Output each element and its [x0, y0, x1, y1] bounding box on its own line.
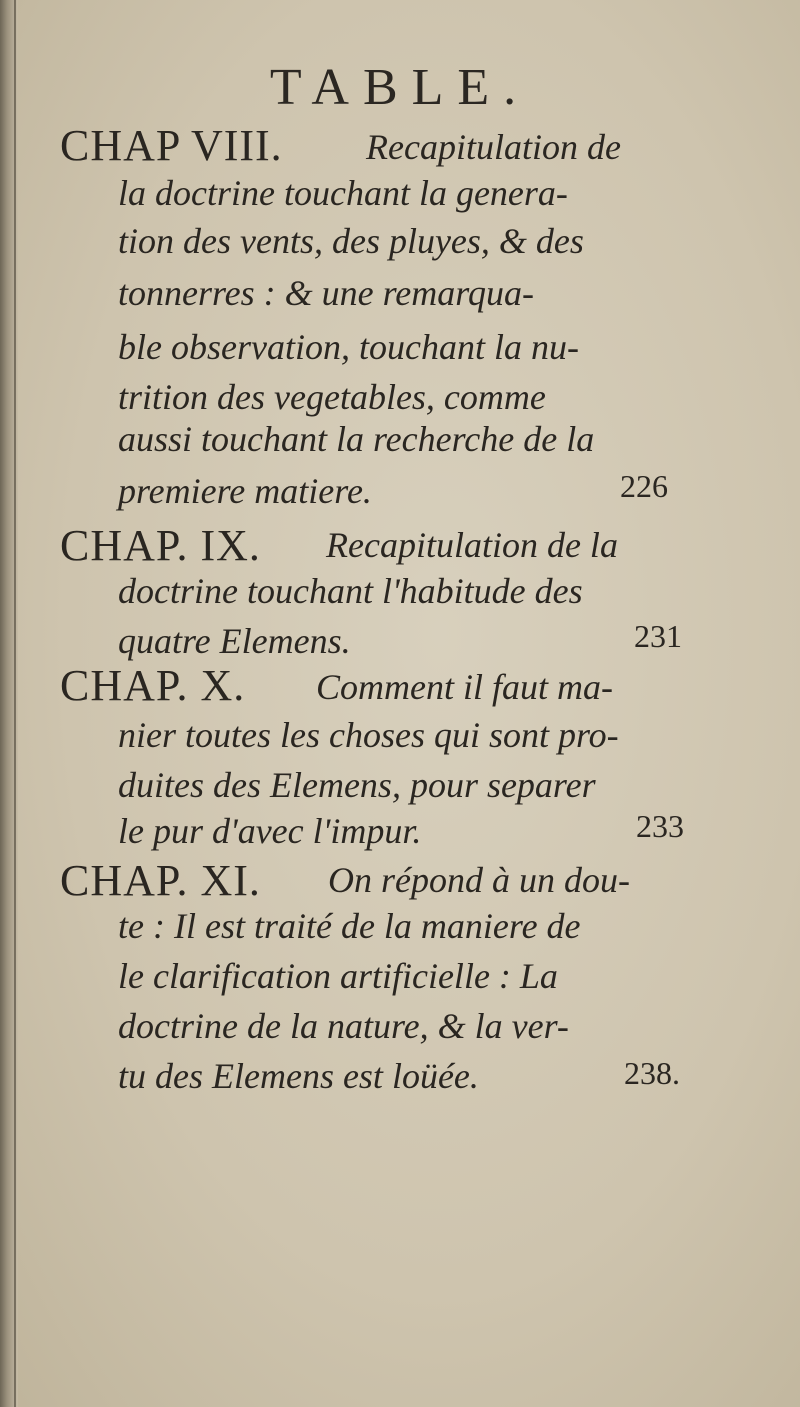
chapter-heading: CHAP. XI.: [60, 856, 261, 905]
entry-line: Recapitulation de: [366, 127, 621, 167]
chapter-heading: CHAP. IX.: [60, 521, 261, 570]
entry-line: le pur d'avec l'impur.: [118, 811, 422, 851]
chapter-heading: CHAP VIII.: [60, 121, 283, 170]
page-number: 238.: [624, 1055, 680, 1091]
toc-entry-chap-11: [58, 855, 708, 1115]
entry-line: trition des vegetables, comme: [118, 377, 546, 417]
entry-line: On répond à un dou-: [328, 860, 630, 900]
entry-line: Recapitulation de la: [326, 525, 618, 565]
entry-line: premiere matiere.: [118, 471, 372, 511]
entry-line: le clarification artificielle : La: [118, 956, 558, 996]
entry-line: la doctrine touchant la genera-: [118, 173, 568, 213]
entry-line: tion des vents, des pluyes, & des: [118, 221, 584, 261]
entry-line: doctrine touchant l'habitude des: [118, 571, 583, 611]
entry-line: tu des Elemens est loüée.: [118, 1056, 479, 1096]
entry-line: quatre Elemens.: [118, 621, 351, 661]
gutter-line: [14, 0, 16, 1407]
entry-line: nier toutes les choses qui sont pro-: [118, 715, 619, 755]
page-number: 231: [634, 618, 682, 654]
entry-line: doctrine de la nature, & la ver-: [118, 1006, 569, 1046]
page-number: 233: [636, 808, 684, 844]
entry-line: te : Il est traité de la maniere de: [118, 906, 581, 946]
page-title: TABLE.: [269, 59, 531, 116]
entry-line: tonnerres : & une remarqua-: [118, 273, 534, 313]
entry-line: aussi touchant la recherche de la: [118, 419, 595, 459]
chapter-heading: CHAP. X.: [60, 661, 246, 710]
entry-line: Comment il faut ma-: [316, 667, 613, 707]
entry-line: ble observation, touchant la nu-: [118, 327, 579, 367]
toc-entry-chap-10: [58, 660, 708, 860]
page-number: 226: [620, 468, 668, 504]
toc-entry-chap-8: [58, 120, 708, 511]
entry-line: duites des Elemens, pour separer: [118, 765, 596, 805]
toc-entry-chap-9: [58, 520, 708, 670]
